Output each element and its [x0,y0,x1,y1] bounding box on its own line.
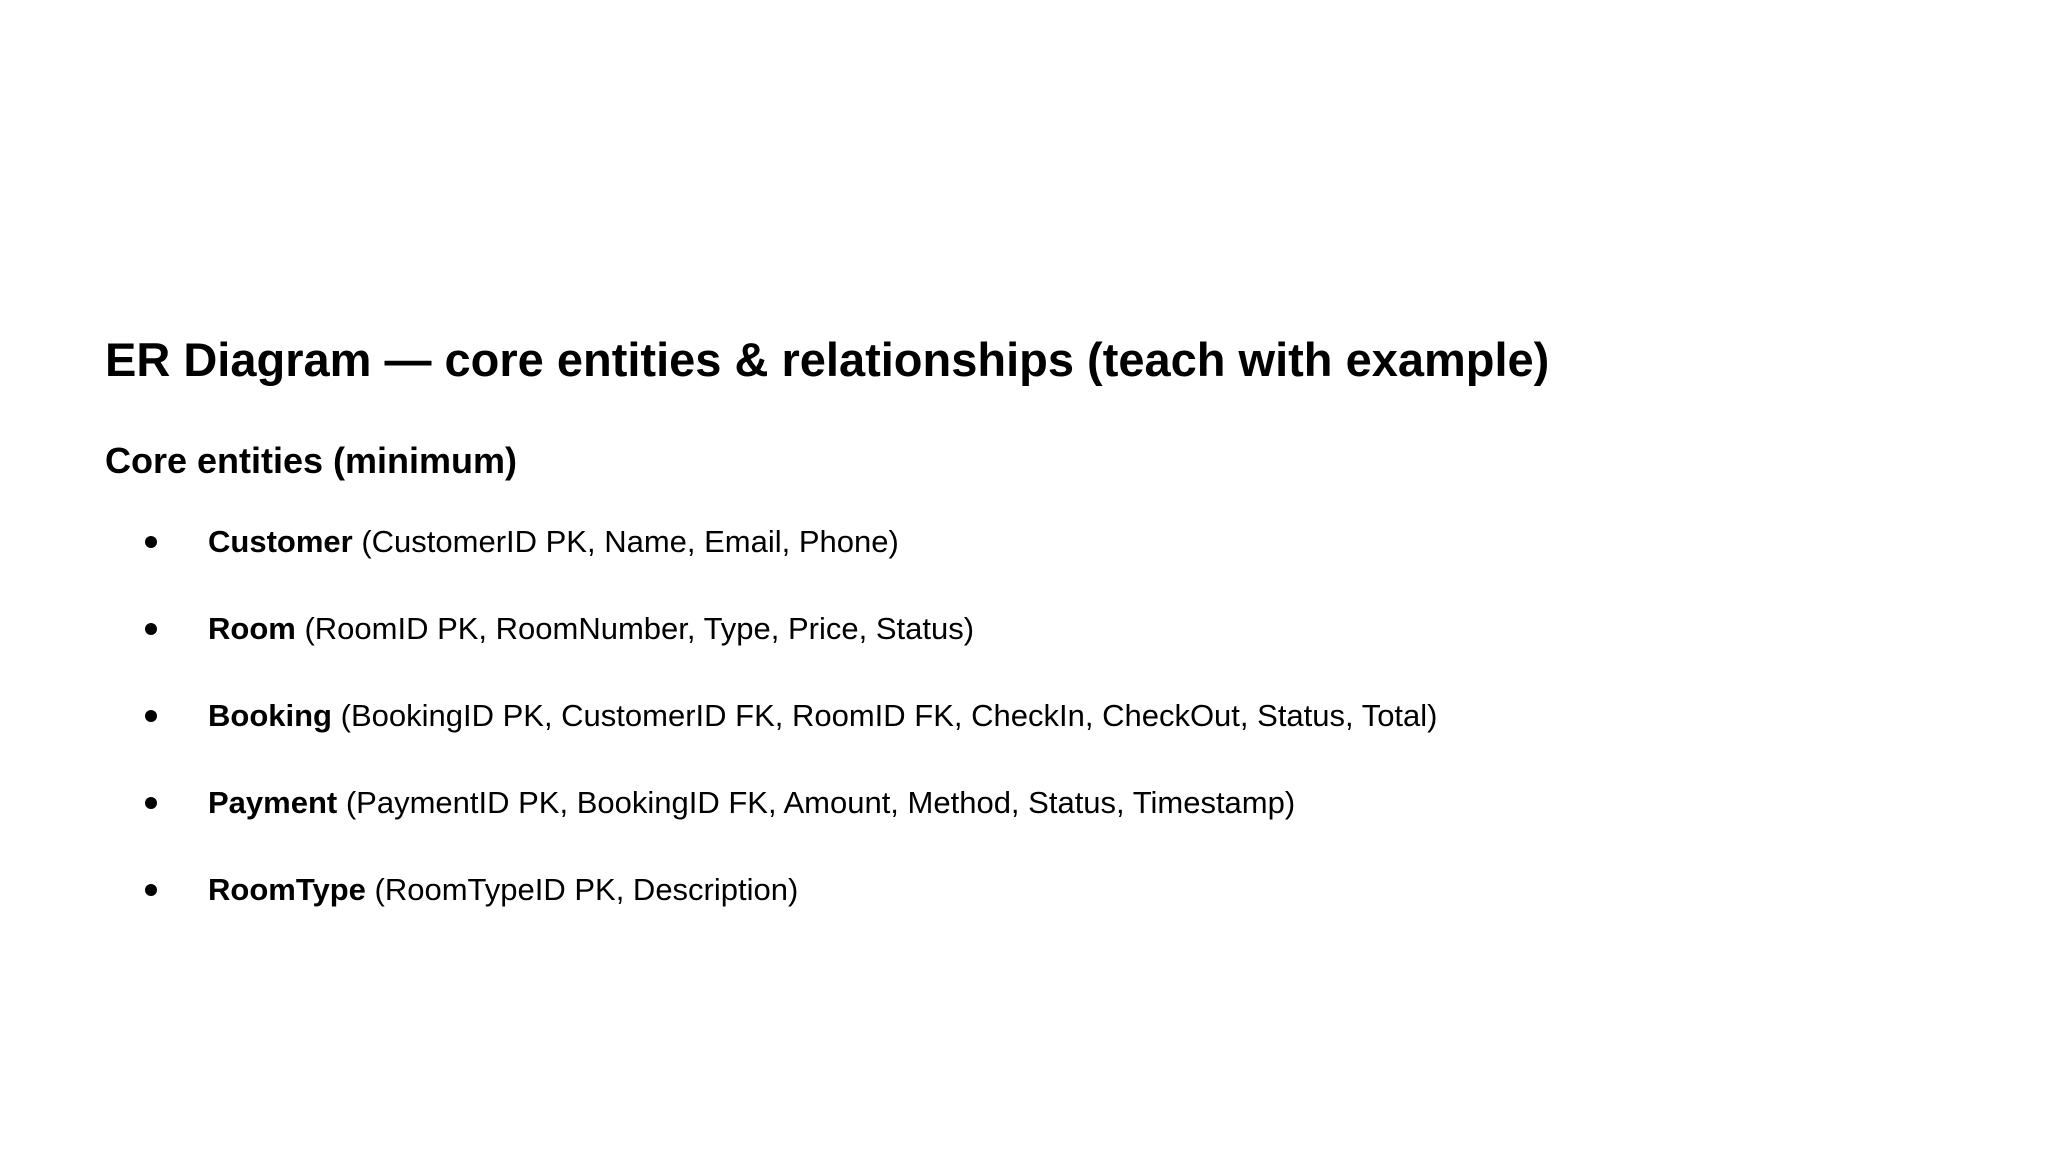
bullet-icon [145,623,157,635]
entity-item-roomtype [0,864,2048,951]
entity-name: RoomType [208,872,366,907]
entity-item-customer [0,516,2048,603]
bullet-icon [145,884,157,896]
entity-item-room [0,603,2048,690]
entity-text [208,516,899,568]
bullet-icon [145,536,157,548]
entity-text [208,777,1295,829]
entity-name: Payment [208,785,338,820]
entity-text [208,864,798,916]
entity-attributes: (CustomerID PK, Name, Email, Phone) [361,524,899,559]
bullet-icon [145,710,157,722]
entity-item-booking [0,690,2048,777]
entity-attributes: (RoomID PK, RoomNumber, Type, Price, Status) [304,611,975,646]
entity-attributes: (RoomTypeID PK, Description) [374,872,799,907]
entity-list [0,516,2048,951]
entity-name: Customer [208,524,353,559]
bullet-icon [145,797,157,809]
slide-title: ER Diagram — core entities & relationships (teach with example) [105,333,1550,386]
entity-name: Room [208,611,296,646]
entity-attributes: (BookingID PK, CustomerID FK, RoomID FK, CheckIn, CheckOut, Status, Total) [340,698,1438,733]
section-heading: Core entities (minimum) [105,440,518,481]
entity-text [208,690,1438,742]
entity-attributes: (PaymentID PK, BookingID FK, Amount, Method, Status, Timestamp) [345,785,1296,820]
entity-text [208,603,974,655]
entity-item-payment [0,777,2048,864]
entity-name: Booking [208,698,332,733]
